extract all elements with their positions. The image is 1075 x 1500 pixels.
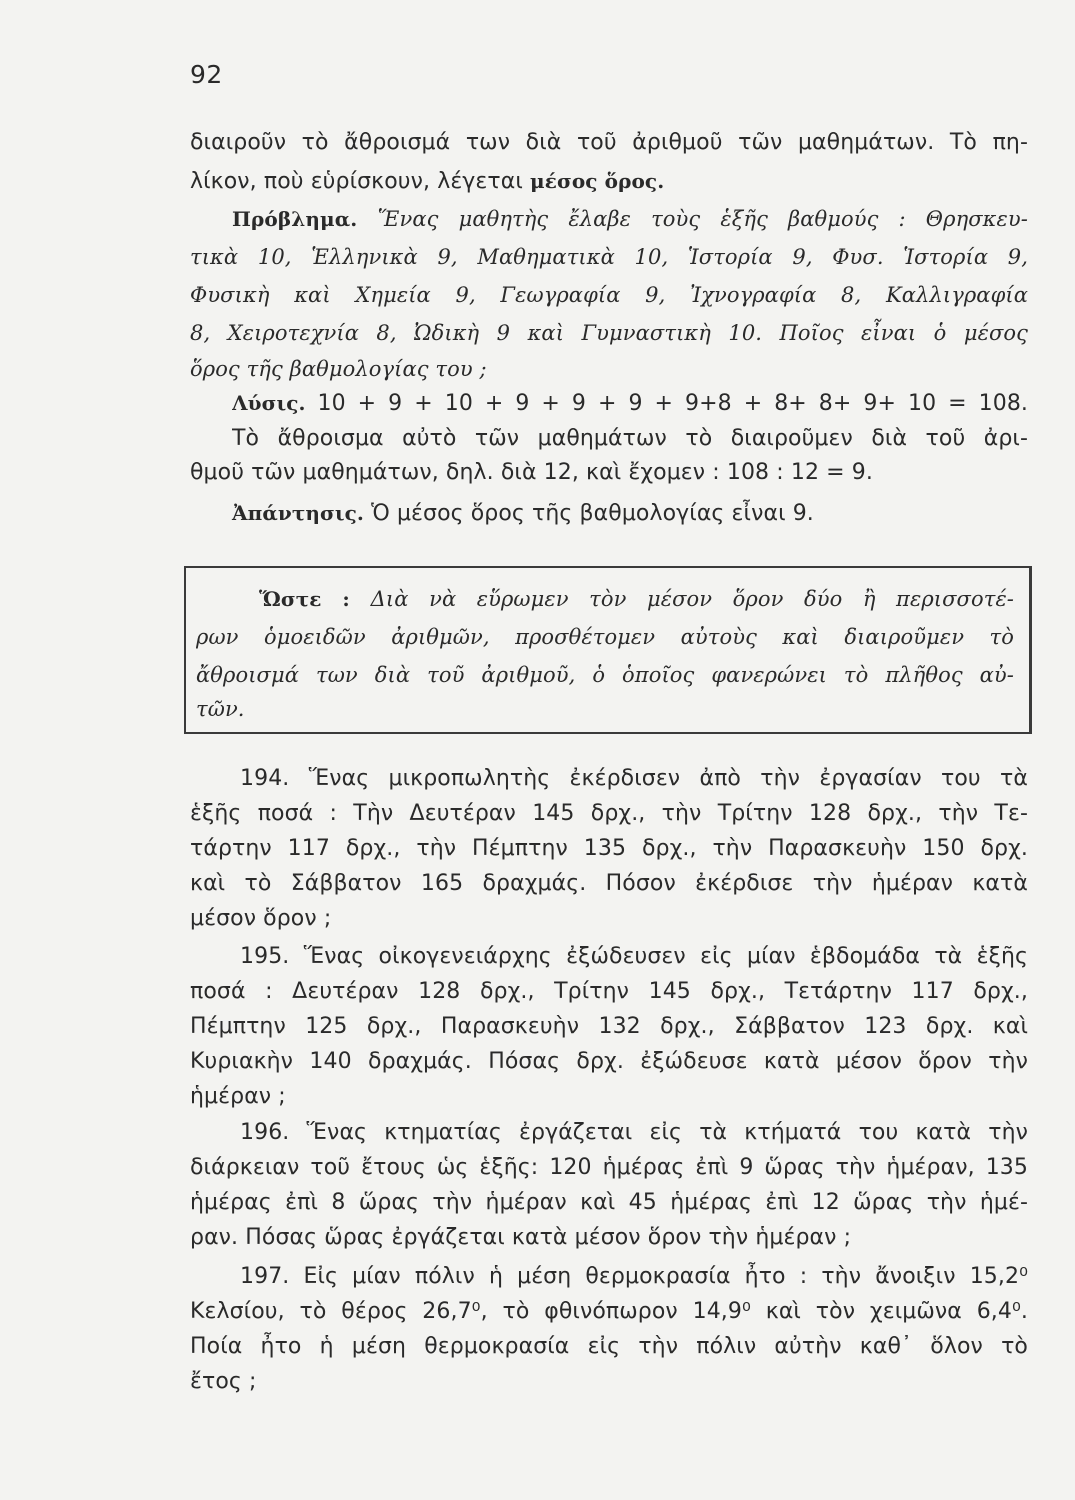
exercise-number: 195.	[240, 944, 290, 969]
rule-line: τῶν.	[196, 697, 245, 721]
text-span: Ἕνας κτηματίας ἐργάζεται εἰς τὰ κτήματά του κατὰ τὴν	[306, 1120, 1028, 1145]
exercise-line	[240, 940, 1028, 974]
defined-term: μέσος ὅρος.	[530, 169, 665, 193]
rule-line: ρων ὁμοειδῶν ἀριθμῶν, προσθέτομεν αὐτοὺς καὶ διαιροῦμεν τὸ	[196, 625, 1014, 649]
text-span: Ὁ μέσος ὅρος τῆς βαθμολογίας εἶναι 9.	[371, 501, 814, 526]
exercise-number: 196.	[240, 1120, 290, 1145]
text-span: Ἕνας μικροπωλητὴς ἐκέρδισεν ἀπὸ τὴν ἐργασίαν του τὰ	[308, 766, 1028, 791]
exercise-line: καὶ τὸ Σάββατον 165 δραχμάς. Πόσον ἐκέρδισε τὴν ἡμέραν κατὰ	[190, 871, 1028, 896]
text-span: λίκον, ποὺ εὑρίσκουν, λέγεται	[190, 169, 523, 194]
problem-label: Πρόβλημα.	[232, 207, 358, 231]
solution-label: Λύσις.	[232, 391, 306, 415]
solution-line: θμοῦ τῶν μαθημάτων, δηλ. διὰ 12, καὶ ἔχομεν : 108 : 12 = 9.	[190, 460, 873, 485]
exercise-number: 194.	[240, 766, 290, 791]
solution-line: Τὸ ἄθροισμα αὐτὸ τῶν μαθημάτων τὸ διαιροῦμεν διὰ τοῦ ἀρι-	[232, 426, 1028, 451]
text-span: 10 + 9 + 10 + 9 + 9 + 9 + 9+8 + 8+ 8+ 9+ 10 = 108.	[317, 391, 1028, 416]
exercise-line	[240, 1260, 1028, 1294]
problem-line: ὅρος τῆς βαθμολογίας του ;	[190, 357, 487, 381]
exercise-line: ἑξῆς ποσά : Τὴν Δευτέραν 145 δρχ., τὴν Τρίτην 128 δρχ., τὴν Τε-	[190, 801, 1028, 826]
exercise-line: Πέμπτην 125 δρχ., Παρασκευὴν 132 δρχ., Σάββατον 123 δρχ. καὶ	[190, 1014, 1028, 1039]
text-line	[190, 164, 1028, 199]
problem-line: 8, Χειροτεχνία 8, Ὠδικὴ 9 καὶ Γυμναστικὴ 10. Ποῖος εἶναι ὁ μέσος	[190, 321, 1028, 345]
answer-label: Ἀπάντησις.	[232, 501, 364, 525]
text-span: Ἕνας μαθητὴς ἔλαβε τοὺς ἑξῆς βαθμούς : Θρησκευ-	[377, 207, 1028, 231]
rule-line: ἄθροισμά των διὰ τοῦ ἀριθμοῦ, ὁ ὁποῖος φανερώνει τὸ πλῆθος αὐ-	[196, 663, 1014, 687]
exercise-line	[240, 1116, 1028, 1150]
exercise-line: Κελσίου, τὸ θέρος 26,7⁰, τὸ φθινόπωρον 14,9⁰ καὶ τὸν χειμῶνα 6,4⁰.	[190, 1299, 1028, 1324]
problem-line: τικὰ 10, Ἑλληνικὰ 9, Μαθηματικὰ 10, Ἱστορία 9, Φυσ. Ἱστορία 9,	[190, 245, 1028, 269]
solution-line	[232, 386, 1028, 420]
exercise-line: ἔτος ;	[190, 1369, 257, 1394]
exercise-line: τάρτην 117 δρχ., τὴν Πέμπτην 135 δρχ., τὴν Παρασκευὴν 150 δρχ.	[190, 836, 1028, 861]
problem-line	[232, 202, 1028, 236]
rule-line	[259, 582, 1014, 616]
page-number: 92	[190, 60, 223, 89]
text-span: Διὰ νὰ εὕρωμεν τὸν μέσον ὅρον δύο ἢ περισσοτέ-	[370, 587, 1014, 611]
rule-label: Ὥστε :	[259, 587, 350, 611]
exercise-number: 197.	[240, 1264, 290, 1289]
exercise-line: ἡμέρας ἐπὶ 8 ὥρας τὴν ἡμέραν καὶ 45 ἡμέρας ἐπὶ 12 ὥρας τὴν ἡμέ-	[190, 1190, 1028, 1215]
rule-box	[184, 566, 1032, 734]
problem-line: Φυσικὴ καὶ Χημεία 9, Γεωγραφία 9, Ἰχνογραφία 8, Καλλιγραφία	[190, 283, 1028, 307]
answer-line	[232, 496, 1028, 531]
exercise-line: ραν. Πόσας ὥρας ἐργάζεται κατὰ μέσον ὅρον τὴν ἡμέραν ;	[190, 1225, 852, 1250]
exercise-line: ἡμέραν ;	[190, 1084, 286, 1109]
exercise-line: Ποία ἦτο ἡ μέση θερμοκρασία εἰς τὴν πόλιν αὐτὴν καθ᾽ ὅλον τὸ	[190, 1334, 1028, 1359]
exercise-line: διάρκειαν τοῦ ἔτους ὡς ἑξῆς: 120 ἡμέρας ἐπὶ 9 ὥρας τὴν ἡμέραν, 135	[190, 1155, 1028, 1180]
exercise-line	[240, 762, 1028, 796]
exercise-line: ποσά : Δευτέραν 128 δρχ., Τρίτην 145 δρχ., Τετάρτην 117 δρχ.,	[190, 979, 1028, 1004]
exercise-line: Κυριακὴν 140 δραχμάς. Πόσας δρχ. ἐξώδευσε κατὰ μέσον ὅρον τὴν	[190, 1049, 1028, 1074]
text-span: Ἕνας οἰκογενειάρχης ἐξώδευσεν εἰς μίαν ἑβδομάδα τὰ ἑξῆς	[303, 944, 1028, 969]
text-line: διαιροῦν τὸ ἄθροισμά των διὰ τοῦ ἀριθμοῦ τῶν μαθημάτων. Τὸ πη-	[190, 130, 1028, 155]
exercise-line: μέσον ὅρον ;	[190, 906, 332, 931]
text-span: Εἰς μίαν πόλιν ἡ μέση θερμοκρασία ἦτο : τὴν ἄνοιξιν 15,2⁰	[303, 1264, 1028, 1289]
